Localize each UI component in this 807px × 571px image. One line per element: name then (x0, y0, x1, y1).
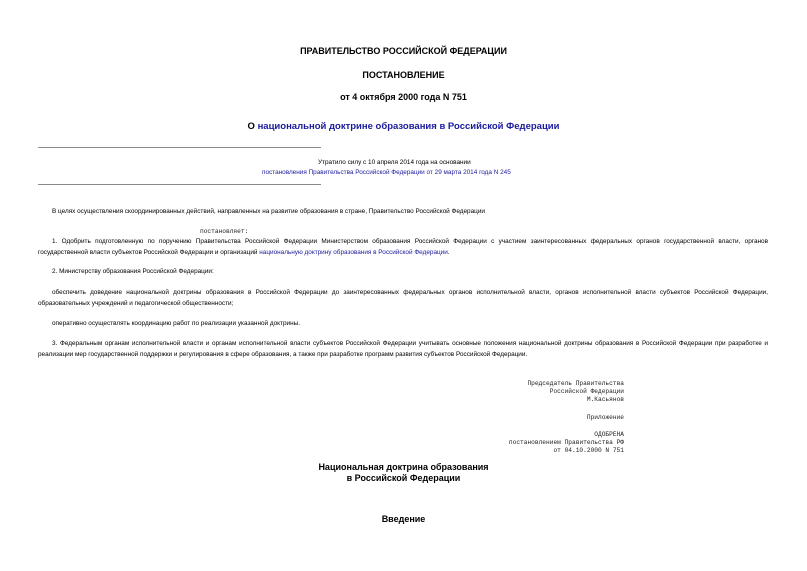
signature-position: Председатель Правительства (527, 380, 624, 387)
repeal-decree-link[interactable]: постановления Правительства Российской Федерации от 29 марта 2014 года N 245 (262, 169, 511, 176)
item-1-end: . (447, 248, 450, 256)
signature-country: Российской Федерации (549, 388, 624, 396)
item-2a-paragraph: обеспечить доведение национальной доктрины образования в Российской Федерации до заинтересованных федеральных органов исполнительной власти, органов исполнительной власти субъектов Российской Федерации, образовательных учреждений и педагогической общественности; (38, 289, 768, 307)
doctrine-title-line2: в Российской Федерации (346, 473, 461, 483)
item-2b-paragraph: оперативно осуществлять координацию работ по реализации указанной доктрины. (52, 320, 300, 327)
government-heading: ПРАВИТЕЛЬСТВО РОССИЙСКОЙ ФЕДЕРАЦИИ (300, 46, 507, 56)
doctrine-link[interactable]: национальную доктрину образования в Российской Федерации (259, 248, 448, 256)
doctrine-title-link[interactable]: национальной доктрине образования в Российской Федерации (257, 121, 560, 132)
item-1-paragraph (38, 237, 768, 258)
bottom-divider (38, 184, 321, 185)
item-3-paragraph: 3. Федеральным органам исполнительной власти и органам исполнительной власти субъектов Российской Федерации учитывать основные положения национальной доктрины образования в Российской Федерации при разработке и реализации мер государственной поддержки и регулирования в сфере образования, а также при разработке программ развития субъектов Российской Федерации. (38, 340, 768, 358)
signature-name: М.Касьянов (586, 396, 624, 404)
doc-type-heading: ПОСТАНОВЛЕНИЕ (362, 70, 445, 80)
title-prefix: О (247, 121, 258, 132)
approval-date: от 04.10.2000 N 751 (553, 447, 624, 455)
status-note-line1: Утратило силу с 10 апреля 2014 года на основании (318, 159, 471, 166)
signature-block (527, 380, 624, 405)
decree-word: постановляет: (200, 228, 249, 235)
introduction-heading: Введение (381, 514, 426, 524)
top-divider (38, 147, 321, 148)
item-2-paragraph: 2. Министерству образования Российской Федерации: (52, 268, 214, 275)
approval-by: постановлением Правительства РФ (508, 439, 624, 447)
item-1-text: 1. Одобрить подготовленную по поручению Правительства Российской Федерации Министерством образования Российской Федерации с участием заинтересованных федеральных органов государственной власти, органов государственной власти субъектов Российской Федерации и организаций (38, 238, 768, 256)
approval-word: ОДОБРЕНА (594, 431, 624, 438)
document-title (0, 121, 807, 132)
date-number-heading: от 4 октября 2000 года N 751 (340, 92, 467, 102)
doctrine-title-line1: Национальная доктрина образования (318, 462, 489, 472)
intro-paragraph: В целях осуществления скоординированных действий, направленных на развитие образования в стране, Правительство Российской Федерации (52, 208, 485, 215)
approval-block (509, 431, 624, 456)
appendix-label: Приложение (586, 414, 624, 421)
